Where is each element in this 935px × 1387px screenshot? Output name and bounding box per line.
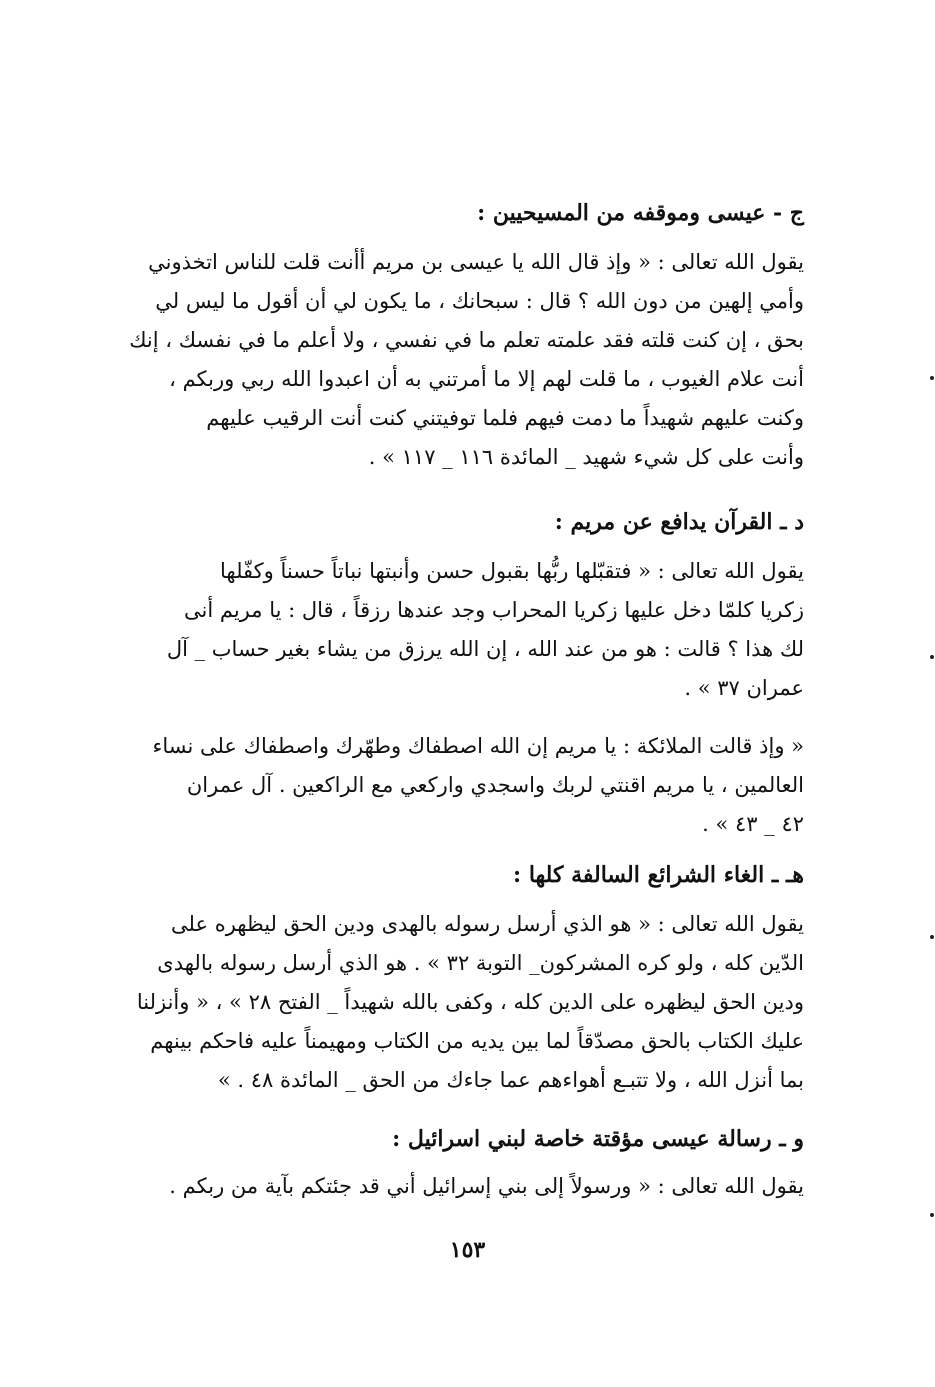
text-line: بما أنزل الله ، ولا تتبـع أهواءهم عما جاءك من الحق _ المائدة ٤٨ . »: [217, 1068, 804, 1092]
text-line: يقول الله تعالى : « وإذ قال الله يا عيسى بن مريم أأنت قلت للناس اتخذوني: [148, 250, 804, 274]
text-line: يقول الله تعالى : « فتقبّلها ربُّها بقبول حسن وأنبتها نباتاً حسناً وكفّلها: [219, 559, 804, 583]
section-heading: د ـ القرآن يدافع عن مريم :: [554, 509, 804, 535]
section-heading: و ـ رسالة عيسى مؤقتة خاصة لبني اسرائيل :: [392, 1126, 804, 1152]
paragraph: [128, 552, 804, 708]
text-line: وأنت على كل شيء شهيد _ المائدة ١١٦ _ ١١٧ » .: [368, 445, 804, 469]
scan-speck: [930, 935, 934, 939]
text-line: عليك الكتاب بالحق مصدّقاً لما بين يديه من الكتاب ومهيمناً عليه فاحكم بينهم: [150, 1029, 804, 1053]
paragraph: [128, 905, 804, 1100]
text-line: ٤٢ _ ٤٣ » .: [702, 812, 804, 836]
text-line: يقول الله تعالى : « ورسولاً إلى بني إسرائيل أني قد جئتكم بآية من ربكم .: [169, 1174, 804, 1198]
scan-speck: [930, 655, 934, 659]
text-line: الدّين كله ، ولو كره المشركون_ التوبة ٣٢ » . هو الذي أرسل رسوله بالهدى: [157, 951, 804, 975]
scan-speck: [930, 376, 934, 380]
section-heading: ج - عيسى وموقفه من المسيحيين :: [477, 200, 804, 226]
page-number: ١٥٣: [449, 1237, 486, 1263]
text-line: العالمين ، يا مريم اقنتي لربك واسجدي واركعي مع الراكعين . آل عمران: [186, 773, 804, 797]
section-heading: هـ ـ الغاء الشرائع السالفة كلها :: [513, 862, 804, 888]
text-line: ودين الحق ليظهره على الدين كله ، وكفى بالله شهيداً _ الفتح ٢٨ » ، « وأنزلنا: [136, 990, 804, 1014]
text-line: أنت علام الغيوب ، ما قلت لهم إلا ما أمرتني به أن اعبدوا الله ربي وربكم ،: [169, 367, 804, 391]
scan-speck: [930, 1213, 934, 1217]
text-line: وكنت عليهم شهيداً ما دمت فيهم فلما توفيتني كنت أنت الرقيب عليهم: [206, 406, 804, 430]
text-line: عمران ٣٧ » .: [684, 676, 804, 700]
paragraph: [128, 727, 804, 844]
paragraph: [128, 1167, 804, 1206]
text-line: يقول الله تعالى : « هو الذي أرسل رسوله بالهدى ودين الحق ليظهره على: [171, 912, 804, 936]
text-line: « وإذ قالت الملائكة : يا مريم إن الله اصطفاك وطهّرك واصطفاك على نساء: [152, 734, 804, 758]
text-line: لك هذا ؟ قالت : هو من عند الله ، إن الله يرزق من يشاء بغير حساب _ آل: [166, 637, 804, 661]
text-line: زكريا كلمّا دخل عليها زكريا المحراب وجد عندها رزقاً ، قال : يا مريم أنى: [184, 598, 804, 622]
paragraph: [128, 243, 804, 477]
text-line: بحق ، إن كنت قلته فقد علمته تعلم ما في نفسي ، ولا أعلم ما في نفسك ، إنك: [129, 328, 804, 352]
text-line: وأمي إلهين من دون الله ؟ قال : سبحانك ، ما يكون لي أن أقول ما ليس لي: [155, 289, 804, 313]
